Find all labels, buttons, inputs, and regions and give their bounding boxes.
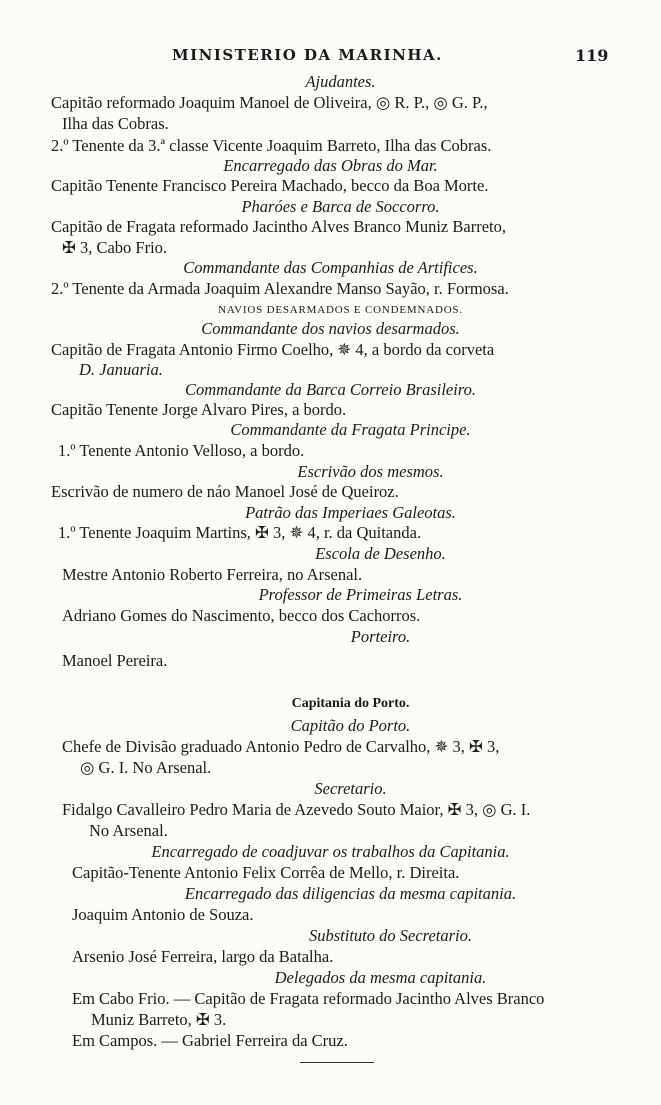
entry-line: Capitão Tenente Francisco Pereira Machado, becco da Boa Morte. (51, 176, 489, 195)
entry-line: Capitão reformado Joaquim Manoel de Oliveira, ◎ R. P., ◎ G. P., (51, 93, 488, 112)
entry-line: Capitão-Tenente Antonio Felix Corrêa de Mello, r. Direita. (72, 863, 460, 882)
section-heading: Secretario. (314, 779, 387, 798)
running-title: MINISTERIO DA MARINHA. (172, 46, 443, 64)
section-title-capitania: Capitania do Porto. (291, 696, 410, 711)
section-heading: Commandante da Fragata Principe. (230, 420, 471, 439)
entry-line: Capitão de Fragata Antonio Firmo Coelho, ✵ 4, a bordo da corveta (51, 340, 495, 359)
entry-line: Manoel Pereira. (62, 651, 168, 670)
section-heading: Capitão do Porto. (290, 716, 411, 735)
entry-line: 1.º Tenente Antonio Velloso, a bordo. (58, 441, 305, 460)
section-heading: Encarregado de coadjuvar os trabalhos da Capitania. (151, 842, 510, 861)
section-heading: Substituto do Secretario. (308, 926, 472, 945)
entry-line: Muniz Barreto, ✠ 3. (91, 1010, 227, 1029)
entry-line: Chefe de Divisão graduado Antonio Pedro de Carvalho, ✵ 3, ✠ 3, (62, 737, 500, 756)
entry-line: ◎ G. I. No Arsenal. (80, 758, 212, 777)
entry-line: No Arsenal. (89, 821, 168, 840)
section-heading: Porteiro. (350, 627, 411, 646)
section-heading: Escrivão dos mesmos. (297, 462, 444, 481)
entry-line: D. Januaria. (79, 360, 163, 379)
section-heading: Commandante da Barca Correio Brasileiro. (184, 380, 477, 399)
entry-line: Ilha das Cobras. (62, 114, 169, 133)
section-heading: Professor de Primeiras Letras. (258, 585, 463, 604)
entry-line: Capitão de Fragata reformado Jacintho Alves Branco Muniz Barreto, (51, 217, 506, 236)
entry-line: Arsenio José Ferreira, largo da Batalha. (72, 947, 334, 966)
section-heading-ajudantes: Ajudantes. (305, 72, 376, 91)
section-heading: Encarregado das diligencias da mesma capitania. (184, 884, 517, 903)
page-number: 119 (575, 46, 609, 65)
section-heading: Encarregado das Obras do Mar. (223, 156, 438, 175)
section-heading: Commandante das Companhias de Artifices. (183, 258, 478, 277)
entry-line: 1.º Tenente Joaquim Martins, ✠ 3, ✵ 4, r. da Quitanda. (58, 523, 422, 542)
entry-line: Joaquim Antonio de Souza. (72, 905, 254, 924)
entry-line: 2.º Tenente da 3.ª classe Vicente Joaquim Barreto, Ilha das Cobras. (51, 136, 492, 155)
entry-line: ✠ 3, Cabo Frio. (62, 238, 168, 257)
page-header (0, 46, 661, 70)
entry-line: Em Campos. — Gabriel Ferreira da Cruz. (72, 1031, 348, 1050)
entry-line: Escrivão de numero de náo Manoel José de Queiroz. (51, 482, 399, 501)
section-heading: Escola de Desenho. (315, 544, 446, 563)
entry-line: Capitão Tenente Jorge Alvaro Pires, a bordo. (51, 400, 347, 419)
section-heading: Patrão das Imperiaes Galeotas. (245, 503, 456, 522)
entry-line: Adriano Gomes do Nascimento, becco dos Cachorros. (62, 606, 421, 625)
entry-line: Mestre Antonio Roberto Ferreira, no Arsenal. (62, 565, 363, 584)
section-heading: Delegados da mesma capitania. (274, 968, 487, 987)
section-heading: Commandante dos navios desarmados. (201, 319, 460, 338)
entry-line: 2.º Tenente da Armada Joaquim Alexandre Manso Sayão, r. Formosa. (51, 279, 509, 298)
closing-rule (300, 1062, 374, 1063)
entry-line: Fidalgo Cavalleiro Pedro Maria de Azevedo Souto Maior, ✠ 3, ◎ G. I. (62, 800, 531, 819)
entry-line: Em Cabo Frio. — Capitão de Fragata reformado Jacintho Alves Branco (72, 989, 545, 1008)
section-heading: Pharóes e Barca de Soccorro. (241, 197, 440, 216)
section-title-navios: NAVIOS DESARMADOS E CONDEMNADOS. (218, 304, 463, 316)
